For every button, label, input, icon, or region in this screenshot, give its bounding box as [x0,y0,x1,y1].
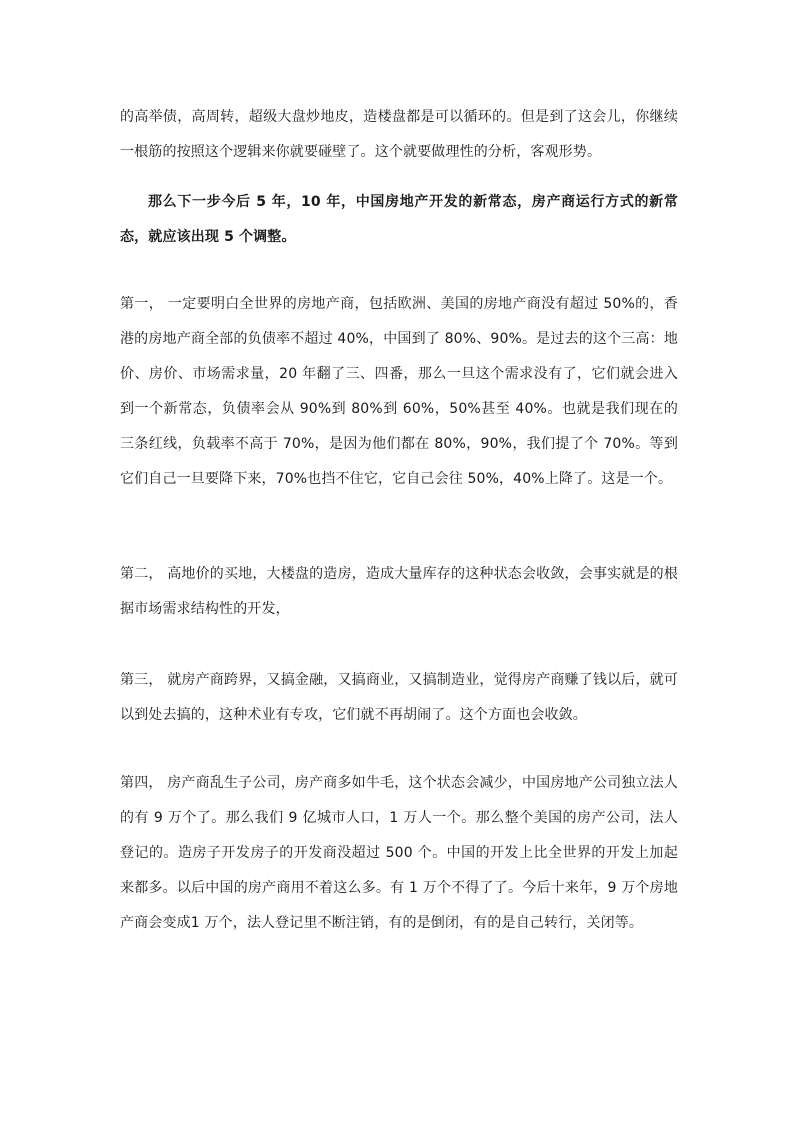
paragraph-point-three: 第三， 就房产商跨界，又搞金融，又搞商业，又搞制造业，觉得房产商赚了钱以后，就可以到处去搞的，这种术业有专攻，它们就不再胡闹了。这个方面也会收敛。 [120,672,678,723]
paragraph-point-four: 第四， 房产商乱生子公司，房产商多如牛毛，这个状态会减少，中国房地产公司独立法人的有 9 万个了。那么我们 9 亿城市人口，1 万人一个。那么整个美国的房产公司，法人登记的。造房子开发房子的开发商没超过 500 个。中国的开发上比全世界的开发上加起来都多。以后中国的房产商用不着这么多。有 1 万个不得了了。今后十来年，9 万个房地产商会变成1 万个，法人登记里不断注销，有的是倒闭，有的是自己转行，关闭等。 [120,775,678,931]
paragraph-intro-continuation: 的高举债，高周转，超级大盘炒地皮，造楼盘都是可以循环的。但是到了这会儿，你继续一根筋的按照这个逻辑来你就要碰壁了。这个就要做理性的分析，客观形势。 [120,109,678,160]
paragraph-five-adjustments-heading: 那么下一步今后 5 年，10 年，中国房地产开发的新常态，房产商运行方式的新常态，就应该出现 5 个调整。 [120,194,678,245]
paragraph-point-one: 第一， 一定要明白全世界的房地产商，包括欧洲、美国的房地产商没有超过 50%的，香港的房地产商全部的负债率不超过 40%，中国到了 80%、90%。是过去的这个三高：地价、房价、市场需求量，20 年翻了三、四番，那么一旦这个需求没有了，它们就会进入到一个新常态，负债率会从 90%到 80%到 60%，50%甚至 40%。也就是我们现在的三条红线，负载率不高于 70%，是因为他们都在 80%，90%，我们提了个 70%。等到它们自己一旦要降下来，70%也挡不住它，它自己会往 50%，40%上降了。这是一个。 [120,296,678,487]
paragraph-point-two: 第二， 高地价的买地，大楼盘的造房，造成大量库存的这种状态会收敛，会事实就是的根据市场需求结构性的开发， [120,566,678,617]
